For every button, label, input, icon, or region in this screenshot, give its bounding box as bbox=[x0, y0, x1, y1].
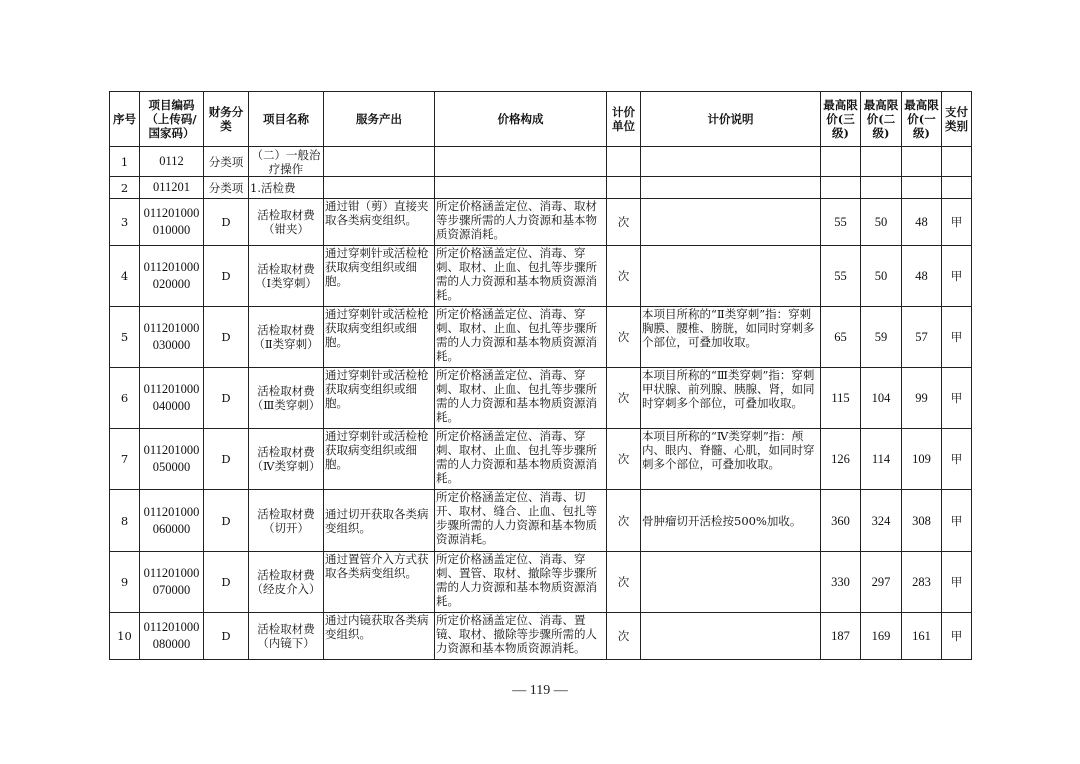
header-finance-category: 财务分类 bbox=[204, 92, 249, 147]
cell-code: 011201000020000 bbox=[140, 246, 204, 307]
cell-max-price-level2: 324 bbox=[861, 490, 902, 552]
cell-code: 0112 bbox=[140, 147, 204, 177]
cell-price-composition: 所定价格涵盖定位、消毒、穿刺、取材、止血、包扎等步骤所需的人力资源和基本物质资源消耗。 bbox=[435, 368, 607, 429]
cell-max-price-level3 bbox=[821, 177, 861, 199]
cell-max-price-level2: 169 bbox=[861, 613, 902, 660]
cell-service-output: 通过穿刺针或活检枪获取病变组织或细胞。 bbox=[324, 246, 435, 307]
cell-finance-category: 分类项 bbox=[204, 147, 249, 177]
cell-seq: 1 bbox=[110, 147, 140, 177]
cell-pricing-unit bbox=[607, 177, 641, 199]
cell-pricing-unit: 次 bbox=[607, 368, 641, 429]
cell-pricing-note bbox=[641, 613, 821, 660]
cell-service-output bbox=[324, 147, 435, 177]
cell-pricing-note: 骨肿瘤切开活检按500%加收。 bbox=[641, 490, 821, 552]
header-max-price-level2: 最高限价(二级) bbox=[861, 92, 902, 147]
cell-max-price-level3 bbox=[821, 147, 861, 177]
cell-payment-category: 甲 bbox=[942, 368, 972, 429]
table-row bbox=[110, 613, 972, 660]
cell-max-price-level1: 48 bbox=[902, 199, 942, 246]
cell-code: 011201000050000 bbox=[140, 429, 204, 490]
cell-seq: 6 bbox=[110, 368, 140, 429]
cell-pricing-unit: 次 bbox=[607, 490, 641, 552]
cell-price-composition bbox=[435, 177, 607, 199]
cell-item-name: 活检取材费（Ⅳ类穿刺） bbox=[249, 429, 324, 490]
cell-finance-category: D bbox=[204, 429, 249, 490]
cell-payment-category: 甲 bbox=[942, 429, 972, 490]
cell-pricing-note bbox=[641, 177, 821, 199]
header-max-price-level1: 最高限价(一级) bbox=[902, 92, 942, 147]
table-row bbox=[110, 307, 972, 368]
cell-max-price-level2 bbox=[861, 177, 902, 199]
table-row bbox=[110, 490, 972, 552]
cell-max-price-level3: 187 bbox=[821, 613, 861, 660]
cell-max-price-level1: 109 bbox=[902, 429, 942, 490]
cell-item-name: 活检取材费（经皮介入） bbox=[249, 552, 324, 613]
cell-finance-category: D bbox=[204, 307, 249, 368]
table-row bbox=[110, 147, 972, 177]
cell-finance-category: D bbox=[204, 246, 249, 307]
cell-pricing-unit bbox=[607, 147, 641, 177]
cell-max-price-level3: 55 bbox=[821, 246, 861, 307]
cell-item-name: 活检取材费（内镜下） bbox=[249, 613, 324, 660]
table-row bbox=[110, 199, 972, 246]
cell-item-name: 活检取材费（Ⅱ类穿刺） bbox=[249, 307, 324, 368]
cell-service-output: 通过穿刺针或活检枪获取病变组织或细胞。 bbox=[324, 429, 435, 490]
cell-price-composition: 所定价格涵盖定位、消毒、置镜、取材、撤除等步骤所需的人力资源和基本物质资源消耗。 bbox=[435, 613, 607, 660]
table-row bbox=[110, 429, 972, 490]
cell-payment-category bbox=[942, 177, 972, 199]
cell-seq: 5 bbox=[110, 307, 140, 368]
cell-pricing-note bbox=[641, 552, 821, 613]
cell-seq: 3 bbox=[110, 199, 140, 246]
cell-code: 011201000060000 bbox=[140, 490, 204, 552]
cell-service-output: 通过穿刺针或活检枪获取病变组织或细胞。 bbox=[324, 368, 435, 429]
cell-code: 011201 bbox=[140, 177, 204, 199]
cell-pricing-note bbox=[641, 147, 821, 177]
cell-code: 011201000070000 bbox=[140, 552, 204, 613]
table-header-row bbox=[110, 92, 972, 147]
cell-pricing-note bbox=[641, 199, 821, 246]
header-payment-category: 支付类别 bbox=[942, 92, 972, 147]
cell-finance-category: D bbox=[204, 368, 249, 429]
cell-pricing-unit: 次 bbox=[607, 552, 641, 613]
cell-max-price-level3: 115 bbox=[821, 368, 861, 429]
cell-price-composition: 所定价格涵盖定位、消毒、取材等步骤所需的人力资源和基本物质资源消耗。 bbox=[435, 199, 607, 246]
header-pricing-note: 计价说明 bbox=[641, 92, 821, 147]
cell-price-composition: 所定价格涵盖定位、消毒、穿刺、取材、止血、包扎等步骤所需的人力资源和基本物质资源消耗。 bbox=[435, 307, 607, 368]
cell-max-price-level2: 50 bbox=[861, 199, 902, 246]
cell-payment-category: 甲 bbox=[942, 246, 972, 307]
cell-price-composition bbox=[435, 147, 607, 177]
cell-service-output: 通过置管介入方式获取各类病变组织。 bbox=[324, 552, 435, 613]
cell-payment-category: 甲 bbox=[942, 613, 972, 660]
cell-price-composition: 所定价格涵盖定位、消毒、切开、取材、缝合、止血、包扎等步骤所需的人力资源和基本物质资源消耗。 bbox=[435, 490, 607, 552]
cell-pricing-unit: 次 bbox=[607, 429, 641, 490]
cell-max-price-level2: 104 bbox=[861, 368, 902, 429]
cell-price-composition: 所定价格涵盖定位、消毒、穿刺、取材、止血、包扎等步骤所需的人力资源和基本物质资源消耗。 bbox=[435, 429, 607, 490]
header-code: 项目编码（上传码/国家码） bbox=[140, 92, 204, 147]
cell-code: 011201000040000 bbox=[140, 368, 204, 429]
cell-pricing-unit: 次 bbox=[607, 246, 641, 307]
cell-service-output: 通过切开获取各类病变组织。 bbox=[324, 490, 435, 552]
cell-finance-category: D bbox=[204, 199, 249, 246]
header-service-output: 服务产出 bbox=[324, 92, 435, 147]
cell-max-price-level3: 55 bbox=[821, 199, 861, 246]
cell-max-price-level1: 48 bbox=[902, 246, 942, 307]
header-price-composition: 价格构成 bbox=[435, 92, 607, 147]
cell-max-price-level1: 283 bbox=[902, 552, 942, 613]
cell-max-price-level3: 360 bbox=[821, 490, 861, 552]
cell-pricing-unit: 次 bbox=[607, 199, 641, 246]
cell-max-price-level2 bbox=[861, 147, 902, 177]
cell-seq: 8 bbox=[110, 490, 140, 552]
cell-price-composition: 所定价格涵盖定位、消毒、穿刺、取材、止血、包扎等步骤所需的人力资源和基本物质资源消耗。 bbox=[435, 246, 607, 307]
header-max-price-level3: 最高限价(三级) bbox=[821, 92, 861, 147]
cell-max-price-level2: 114 bbox=[861, 429, 902, 490]
header-item-name: 项目名称 bbox=[249, 92, 324, 147]
cell-pricing-note: 本项目所称的“Ⅳ类穿刺”指：颅内、眼内、脊髓、心肌，如同时穿刺多个部位，可叠加收取。 bbox=[641, 429, 821, 490]
cell-pricing-unit: 次 bbox=[607, 613, 641, 660]
cell-finance-category: D bbox=[204, 552, 249, 613]
cell-max-price-level2: 297 bbox=[861, 552, 902, 613]
cell-max-price-level3: 126 bbox=[821, 429, 861, 490]
cell-max-price-level3: 330 bbox=[821, 552, 861, 613]
cell-item-name: 活检取材费（切开） bbox=[249, 490, 324, 552]
table-row bbox=[110, 177, 972, 199]
cell-seq: 2 bbox=[110, 177, 140, 199]
cell-max-price-level1 bbox=[902, 147, 942, 177]
cell-max-price-level2: 59 bbox=[861, 307, 902, 368]
cell-max-price-level3: 65 bbox=[821, 307, 861, 368]
header-pricing-unit: 计价单位 bbox=[607, 92, 641, 147]
cell-pricing-note: 本项目所称的“Ⅲ类穿刺”指：穿刺甲状腺、前列腺、胰腺、肾，如同时穿刺多个部位，可叠加收取。 bbox=[641, 368, 821, 429]
cell-item-name: 1.活检费 bbox=[249, 177, 324, 199]
cell-service-output bbox=[324, 177, 435, 199]
cell-item-name: 活检取材费（钳夹） bbox=[249, 199, 324, 246]
cell-pricing-unit: 次 bbox=[607, 307, 641, 368]
page-number: — 119 — bbox=[512, 683, 568, 698]
cell-max-price-level1: 99 bbox=[902, 368, 942, 429]
cell-finance-category: D bbox=[204, 613, 249, 660]
cell-finance-category: 分类项 bbox=[204, 177, 249, 199]
header-seq: 序号 bbox=[110, 92, 140, 147]
cell-code: 011201000010000 bbox=[140, 199, 204, 246]
table-row bbox=[110, 246, 972, 307]
cell-seq: 10 bbox=[110, 613, 140, 660]
cell-item-name: （二）一般治疗操作 bbox=[249, 147, 324, 177]
cell-code: 011201000030000 bbox=[140, 307, 204, 368]
cell-service-output: 通过穿刺针或活检枪获取病变组织或细胞。 bbox=[324, 307, 435, 368]
cell-payment-category: 甲 bbox=[942, 490, 972, 552]
cell-max-price-level1: 308 bbox=[902, 490, 942, 552]
cell-seq: 9 bbox=[110, 552, 140, 613]
cell-service-output: 通过钳（剪）直接夹取各类病变组织。 bbox=[324, 199, 435, 246]
table-row bbox=[110, 552, 972, 613]
cell-code: 011201000080000 bbox=[140, 613, 204, 660]
table-row bbox=[110, 368, 972, 429]
cell-finance-category: D bbox=[204, 490, 249, 552]
cell-max-price-level1: 57 bbox=[902, 307, 942, 368]
cell-pricing-note bbox=[641, 246, 821, 307]
cell-max-price-level2: 50 bbox=[861, 246, 902, 307]
cell-item-name: 活检取材费（Ⅰ类穿刺） bbox=[249, 246, 324, 307]
cell-seq: 7 bbox=[110, 429, 140, 490]
cell-item-name: 活检取材费（Ⅲ类穿刺） bbox=[249, 368, 324, 429]
cell-payment-category bbox=[942, 147, 972, 177]
cell-service-output: 通过内镜获取各类病变组织。 bbox=[324, 613, 435, 660]
cell-payment-category: 甲 bbox=[942, 199, 972, 246]
cell-seq: 4 bbox=[110, 246, 140, 307]
cell-payment-category: 甲 bbox=[942, 307, 972, 368]
cell-max-price-level1: 161 bbox=[902, 613, 942, 660]
cell-max-price-level1 bbox=[902, 177, 942, 199]
cell-payment-category: 甲 bbox=[942, 552, 972, 613]
cell-price-composition: 所定价格涵盖定位、消毒、穿刺、置管、取材、撤除等步骤所需的人力资源和基本物质资源消耗。 bbox=[435, 552, 607, 613]
cell-pricing-note: 本项目所称的“Ⅱ类穿刺”指：穿刺胸膜、腰椎、膀胱，如同时穿刺多个部位，可叠加收取。 bbox=[641, 307, 821, 368]
pricing-table bbox=[109, 91, 972, 660]
